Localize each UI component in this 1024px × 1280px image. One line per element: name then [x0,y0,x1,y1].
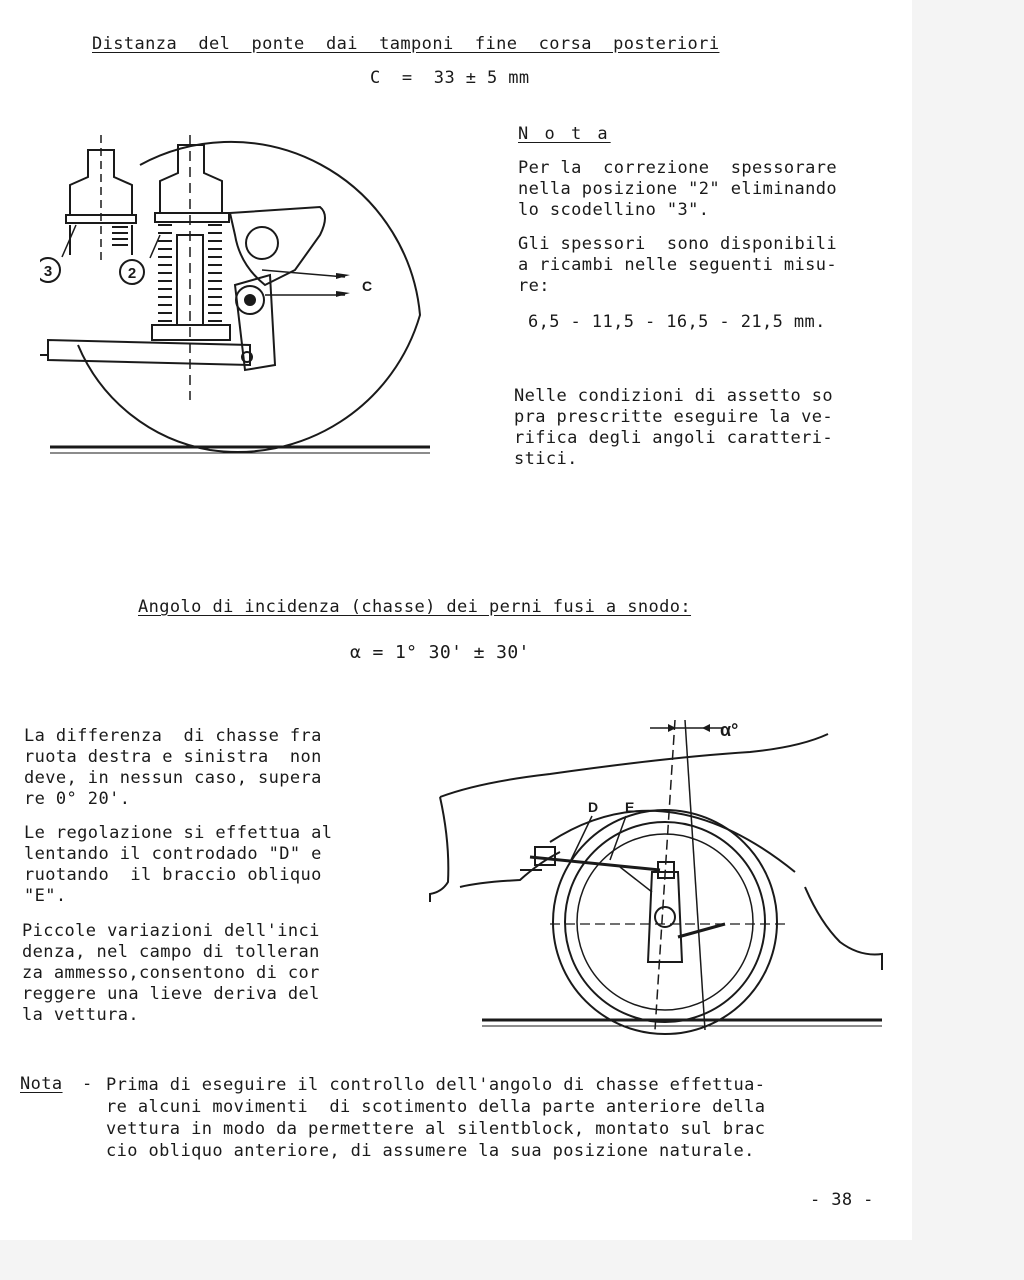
caster-difference-paragraph [24,726,322,810]
nota-p2-line: re: [518,276,550,296]
nota-bottom-dash: - [82,1074,93,1094]
formula-c: C = 33 ± 5 mm [370,68,530,88]
page-number: - 38 - [810,1190,874,1210]
left-p3-line: reggere una lieve deriva del [22,984,320,1004]
shim-sizes: 6,5 - 11,5 - 16,5 - 21,5 mm. [528,312,826,332]
nota-p3-line: stici. [514,449,578,469]
rear-suspension-diagram [40,125,440,470]
variation-paragraph [22,921,320,1026]
nota-bottom-line: re alcuni movimenti di scotimento della parte anteriore della [106,1097,766,1117]
left-p3-line: la vettura. [22,1005,139,1025]
left-p3-line: denza, nel campo di tolleran [22,942,320,962]
nota-bottom-line: Prima di eseguire il controllo dell'angolo di chasse effettua- [106,1075,766,1095]
nota-bottom-line: cio obliquo anteriore, di assumere la sua posizione naturale. [106,1141,755,1161]
section-title-caster-angle: Angolo di incidenza (chasse) dei perni fusi a snodo: [138,597,692,617]
label-d: D [588,799,599,815]
page-bottom-shade [0,1240,1024,1280]
body-front [430,797,448,902]
nota-p2-line: a ricambi nelle seguenti misu- [518,255,838,275]
left-p3-line: Piccole variazioni dell'inci [22,921,320,941]
nota-p3-line: rifica degli angoli caratteri- [514,428,834,448]
nota-paragraph-2 [518,234,837,297]
nota-p3-line: Nelle condizioni di assetto so [514,386,834,406]
spring-right-coils [208,225,222,321]
body-rear [805,887,882,970]
left-p1-line: ruota destra e sinistra non [24,747,322,767]
page-margin-shade [912,0,1024,1240]
left-p2-line: lentando il controdado "D" e [24,844,322,864]
vertical-reference [685,720,705,1030]
rim [577,834,753,1010]
nota-p1-line: nella posizione "2" eliminando [518,179,838,199]
formula-alpha: α = 1° 30' ± 30' [350,642,530,663]
body-roofline [440,734,828,797]
nota-paragraph-1 [518,158,837,221]
nota-heading: N o t a [518,124,611,144]
dimension-c-label: C [362,278,373,294]
nota-bottom-line: vettura in modo da permettere al silentblock, montato sul brac [106,1119,766,1139]
nota-p3-line: pra prescritte eseguire la ve- [514,407,834,427]
left-p1-line: re 0° 20'. [24,789,131,809]
nota-paragraph-3 [514,386,833,470]
front-wheel-caster-diagram [420,712,890,1037]
left-p2-line: "E". [24,886,67,906]
left-p2-line: ruotando il braccio obliquo [24,865,322,885]
bump-stop-right [160,145,222,213]
section-title-bridge-distance: Distanza del ponte dai tamponi fine corsa posteriori [92,34,720,54]
nota-bottom-paragraph [106,1074,765,1162]
left-p2-line: Le regolazione si effettua al [24,823,333,843]
nota-bottom-label: Nota [20,1074,63,1094]
left-p1-line: deve, in nessun caso, supera [24,768,322,788]
label-e: E [625,799,635,815]
nota-p1-line: lo scodellino "3". [518,200,710,220]
nota-p1-line: Per la correzione spessorare [518,158,838,178]
callout-2-label: 2 [127,265,137,282]
adjustment-paragraph [24,823,332,907]
left-p1-line: La differenza di chasse fra [24,726,322,746]
nota-p2-line: Gli spessori sono disponibili [518,234,838,254]
alpha-degree-label: α° [720,720,739,740]
axle-beam [48,340,250,365]
callout-3-label: 3 [43,263,53,280]
left-p3-line: za ammesso,consentono di cor [22,963,320,983]
tyre-outer [553,810,777,1034]
spring-left-coils [158,225,172,321]
